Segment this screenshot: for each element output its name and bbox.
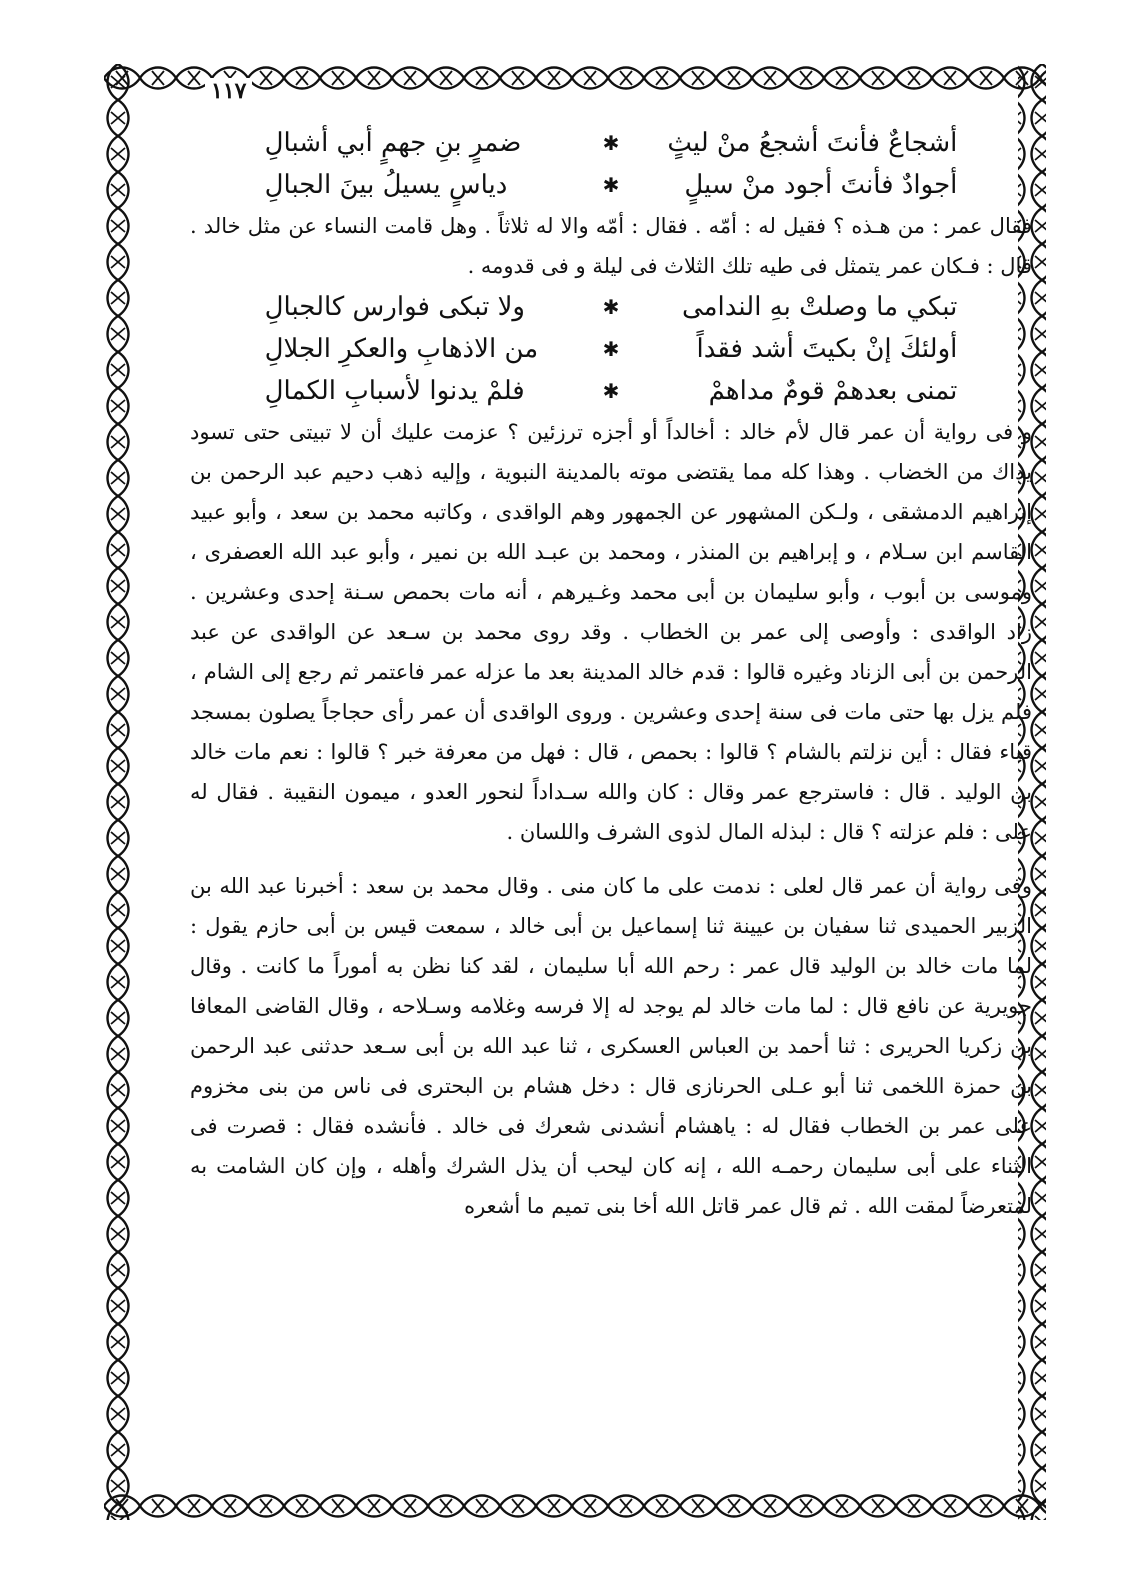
verse-hemistich-first: أجوادٌ فأنتَ أجود منْ سيلٍ xyxy=(684,170,958,200)
page-number: ١١٧ xyxy=(205,78,252,104)
verse-line xyxy=(190,370,1032,412)
verse-line xyxy=(190,122,1032,164)
verse-hemistich-first: تمنى بعدهمْ قومٌ مداهمْ xyxy=(708,376,958,406)
verse-line xyxy=(190,164,1032,206)
verse-hemistich-first: أشجاعٌ فأنتَ أشجعُ منْ ليثٍ xyxy=(667,128,958,158)
verse-line xyxy=(190,328,1032,370)
paragraph: وفى رواية أن عمر قال لعلى : ندمت على ما كان منى . وقال محمد بن سعد : أخبرنا عبد الله بن الزبير الحميدى ثنا سفيان بن عيينة ثنا إسماعيل بن أبى خالد ، سمعت قيس بن أبى حازم يقول : لما مات خالد بن الوليد قال عمر : رحم الله أبا سليمان ، لقد كنا نظن به أموراً ما كانت . وقال جويرية عن نافع قال : لما مات خالد لم يوجد له إلا فرسه وغلامه وسـلاحه ، وقال القاضى المعافا بن زكريا الحريرى : ثنا أحمد بن العباس العسكرى ، ثنا عبد الله بن أبى سـعد حدثنى عبد الرحمن بن حمزة اللخمى ثنا أبو عـلى الحرنازى قال : دخل هشام بن البحترى فى ناس من بنى مخزوم على عمر بن الخطاب فقال له : ياهشام أنشدنى شعرك فى خالد . فأنشده فقال : قصرت فى الثناء على أبى سليمان رحمـه الله ، إنه كان ليحب أن يذل الشرك وأهله ، وإن كان الشامت به لمتعرضاً لمقت الله . ثم قال عمر قاتل الله أخا بنى تميم ما أشعره xyxy=(190,874,1032,1218)
paragraph: و فى رواية أن عمر قال لأم خالد : أخالداً أو أجزه ترزئين ؟ عزمت عليك أن لا تبيتى حتى تسود يداك من الخضاب . وهذا كله مما يقتضى موته بالمدينة النبوية ، وإليه ذهب دحيم عبد الرحمن بن إبراهيم الدمشقى ، ولـكن المشهور عن الجمهور وهم الواقدى ، وكاتبه محمد بن سعد ، وأبو عبيد القاسم ابن سـلام ، و إبراهيم بن المنذر ، ومحمد بن عبـد الله بن نمير ، وأبو عبد الله العصفرى ، وموسى بن أبوب ، وأبو سليمان بن أبى محمد وغـيرهم ، أنه مات بحمص سـنة إحدى وعشرين . زاد الواقدى : وأوصى إلى عمر بن الخطاب . وقد روى محمد بن سـعد عن الواقدى عن عبد الرحمن بن أبى الزناد وغيره قالوا : قدم خالد المدينة بعد ما عزله عمر فاعتمر ثم رجع إلى الشام ، فلم يزل بها حتى مات فى سنة إحدى وعشرين . وروى الواقدى أن عمر رأى حجاجاً يصلون بمسجد قباء فقال : أين نزلتم بالشام ؟ قالوا : بحمص ، قال : فهل من معرفة خبر ؟ قالوا : نعم مات خالد بن الوليد . قال : فاسترجع عمر وقال : كان والله سـداداً لنحور العدو ، ميمون النقيبة . فقال له على : فلم عزلته ؟ قال : لبذله المال لذوى الشرف واللسان . xyxy=(190,420,1032,844)
star-separator-icon: ✱ xyxy=(602,379,620,403)
verse-hemistich-first: أولئكَ إنْ بكيتَ أشد فقداً xyxy=(696,334,958,364)
verse-hemistich-second: من الاذهابِ والعكرِ الجلالِ xyxy=(264,334,539,364)
paragraph-gap xyxy=(190,852,1032,866)
verse-line xyxy=(190,286,1032,328)
star-separator-icon: ✱ xyxy=(602,173,620,197)
verse-hemistich-second: دياسٍ يسيلُ بينَ الجبالِ xyxy=(264,170,508,200)
verse-hemistich-first: تبكي ما وصلتْ بهِ الندامى xyxy=(681,292,958,322)
star-separator-icon: ✱ xyxy=(602,337,620,361)
verse-hemistich-second: فلمْ يدنوا لأسبابِ الكمالِ xyxy=(264,376,525,406)
star-separator-icon: ✱ xyxy=(602,295,620,319)
page-body xyxy=(190,122,1032,1487)
star-separator-icon: ✱ xyxy=(602,131,620,155)
verse-hemistich-second: ولا تبكى فوارس كالجبالِ xyxy=(264,292,525,322)
paragraph: فقال عمر : من هـذه ؟ فقيل له : أمّه . فقال : أمّه والا له ثلاثاً . وهل قامت النساء عن مثل خالد . قال : فـكان عمر يتمثل فى طيه تلك الثلاث فى ليلة و فى قدومه . xyxy=(190,214,1032,278)
verse-hemistich-second: ضمرٍ بنِ جهمٍ أبي أشبالِ xyxy=(264,128,522,158)
